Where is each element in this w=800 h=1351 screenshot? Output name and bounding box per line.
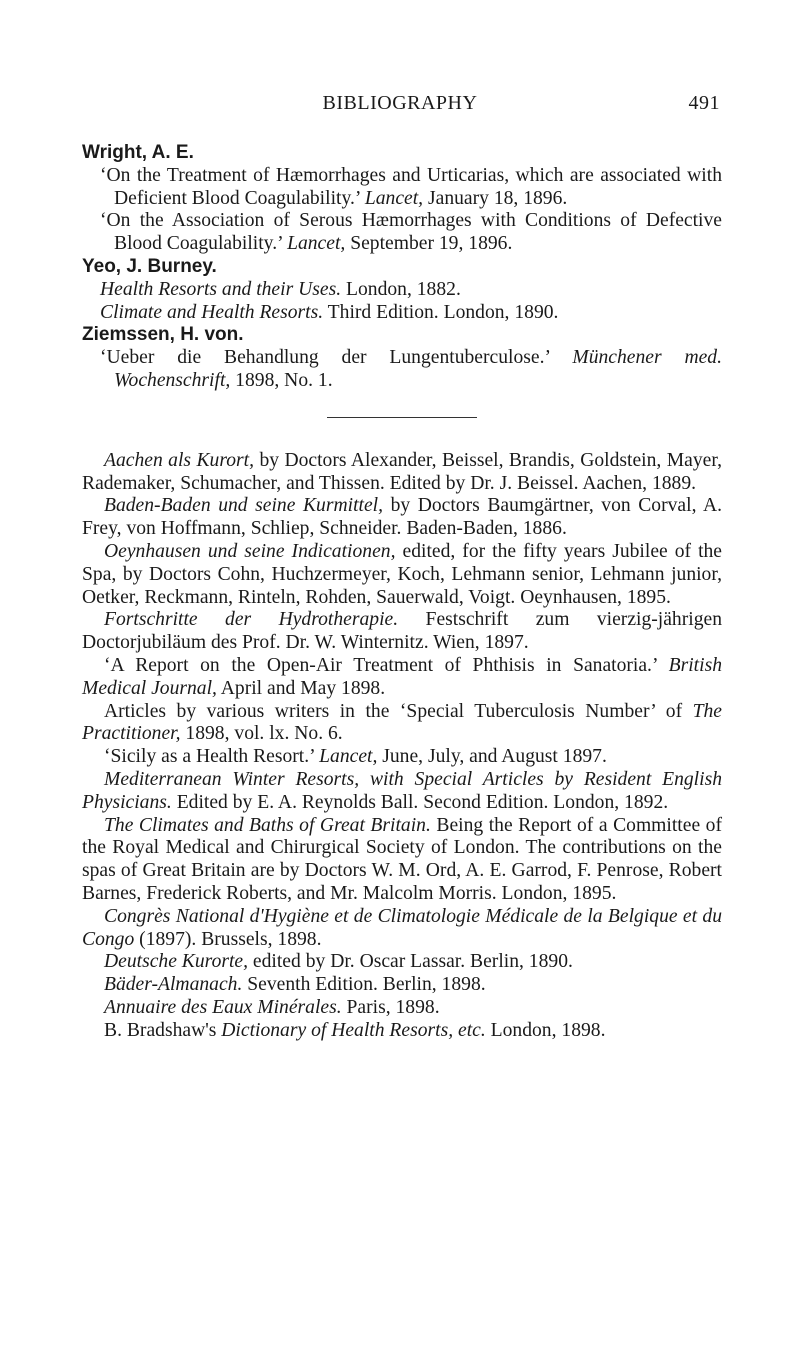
entry-title: Annuaire des Eaux Minérales. bbox=[104, 996, 342, 1018]
entry-title: Congrès National d'Hygiène et de Climatologie Médicale de la Belgique et du Congo bbox=[82, 905, 722, 950]
entry-text: by Doctors Baumgärtner, von Corval, A. Frey, von Hoffmann, Schliep, Schneider. Baden-Baden, 1886. bbox=[82, 495, 722, 540]
entry-text: Articles by various writers in the ‘Special Tuberculosis Number’ of bbox=[104, 700, 693, 722]
entry-text: Festschrift zum vierzig-jährigen Doctorjubiläum des Prof. Dr. W. Winternitz. Wien, 1897. bbox=[82, 609, 722, 654]
entry-text: (1897). Brussels, 1898. bbox=[134, 928, 322, 950]
entry-text: B. Bradshaw's bbox=[104, 1019, 222, 1041]
bibliography-entry bbox=[82, 815, 722, 906]
entry-title: Bäder-Almanach. bbox=[104, 974, 243, 996]
bibliography-entry bbox=[82, 302, 722, 325]
bibliography-entry bbox=[82, 541, 722, 609]
author-entries bbox=[82, 142, 722, 393]
bibliography-entry bbox=[82, 997, 722, 1020]
entry-title: Fortschritte der Hydrotherapie. bbox=[104, 609, 399, 631]
entry-text: September 19, 1896. bbox=[345, 233, 513, 255]
entry-text: 1898, No. 1. bbox=[230, 369, 333, 391]
entry-title: Lancet, bbox=[364, 187, 424, 209]
entry-title: British Medical Journal, bbox=[82, 654, 722, 699]
general-entries bbox=[82, 450, 722, 1043]
entry-text: Seventh Edition. Berlin, 1898. bbox=[242, 974, 486, 996]
entry-text: London, 1898. bbox=[485, 1019, 606, 1041]
entry-text: Third Edition. London, 1890. bbox=[323, 301, 559, 323]
entry-text: January 18, 1896. bbox=[423, 187, 568, 209]
page-number: 491 bbox=[688, 92, 720, 114]
author-name: Wright, A. E. bbox=[82, 142, 194, 163]
bibliography-entry bbox=[82, 701, 722, 747]
entry-title: Mediterranean Winter Resorts, with Special Articles by Resident English Physicians. bbox=[82, 768, 722, 813]
bibliography-entry bbox=[82, 210, 722, 256]
entry-title: The Practitioner, bbox=[82, 700, 722, 745]
entry-text: ‘On the Association of Serous Hæmorrhages with Conditions of Defective Blood Coagulability.’ bbox=[100, 210, 722, 255]
bibliography-entry bbox=[82, 609, 722, 655]
bibliography-entry bbox=[82, 769, 722, 815]
bibliography-entry bbox=[82, 1020, 722, 1043]
entry-title: Lancet, bbox=[287, 233, 346, 255]
bibliography-entry bbox=[82, 951, 722, 974]
author-name: Ziemssen, H. von. bbox=[82, 324, 244, 346]
entry-text: edited by Dr. Oscar Lassar. Berlin, 1890. bbox=[248, 951, 573, 973]
bibliography-entry bbox=[82, 746, 722, 769]
entry-text: by Doctors Alexander, Beissel, Brandis, Goldstein, Mayer, Rademaker, Schumacher, and Thissen. Edited by Dr. J. Beissel. Aachen, 1889. bbox=[82, 449, 722, 494]
entry-title: Baden-Baden und seine Kurmittel, bbox=[104, 495, 383, 517]
entry-text: Being the Report of a Committee of the Royal Medical and Chirurgical Society of London. The contributions on the spas of Great Britain are by Doctors W. M. Ord, A. E. Garrod, F. Penrose, Robert Barnes, Frederick Roberts, and Mr. Malcolm Morris. London, 1895. bbox=[82, 814, 722, 904]
entry-text: ‘Sicily as a Health Resort.’ bbox=[104, 746, 320, 768]
bibliography-entry bbox=[82, 450, 722, 496]
section-divider bbox=[327, 417, 477, 418]
entry-text: Paris, 1898. bbox=[341, 996, 440, 1018]
entry-text: 1898, vol. lx. No. 6. bbox=[180, 723, 343, 745]
entry-text: April and May 1898. bbox=[216, 677, 386, 699]
entry-text: ‘A Report on the Open-Air Treatment of Phthisis in Sanatoria.’ bbox=[104, 654, 669, 676]
bibliography-entry bbox=[82, 347, 722, 393]
entry-title: Dictionary of Health Resorts, etc. bbox=[221, 1019, 486, 1041]
bibliography-entry bbox=[82, 974, 722, 997]
entry-title: The Climates and Baths of Great Britain. bbox=[104, 814, 431, 836]
entry-title: Climate and Health Resorts. bbox=[100, 301, 324, 323]
entry-title: Health Resorts and their Uses. bbox=[100, 278, 342, 300]
entry-title: Deutsche Kurorte, bbox=[104, 951, 249, 973]
bibliography-entry bbox=[82, 165, 722, 211]
author-name: Yeo, J. Burney. bbox=[82, 255, 217, 277]
bibliography-body bbox=[82, 142, 722, 1042]
bibliography-entry bbox=[82, 655, 722, 701]
entry-title: Oeynhausen und seine Indicationen, bbox=[104, 540, 396, 562]
entry-text: ‘On the Treatment of Hæmorrhages and Urticarias, which are associated with Deficient Blood Coagulability.’ bbox=[100, 164, 722, 209]
entry-text: Edited by E. A. Reynolds Ball. Second Edition. London, 1892. bbox=[171, 791, 669, 813]
entry-text: June, July, and August 1897. bbox=[377, 746, 607, 768]
running-title: BIBLIOGRAPHY bbox=[322, 92, 478, 114]
running-head bbox=[80, 92, 720, 122]
entry-text: ‘Ueber die Behandlung der Lungentuberculose.’ bbox=[100, 347, 573, 369]
entry-text: London, 1882. bbox=[341, 278, 461, 300]
entry-title: Lancet, bbox=[319, 746, 378, 768]
bibliography-entry bbox=[82, 279, 722, 302]
bibliography-entry bbox=[82, 906, 722, 952]
entry-title: Münchener med. Wochenschrift, bbox=[114, 347, 722, 391]
entry-title: Aachen als Kurort, bbox=[104, 449, 255, 471]
bibliography-entry bbox=[82, 495, 722, 541]
entry-text: edited, for the fifty years Jubilee of the Spa, by Doctors Cohn, Huchzermeyer, Koch, Lehmann senior, Lehmann junior, Oetker, Reckmann, Rinteln, Rohden, Sauerwald, Voigt. Oeynhausen, 1895. bbox=[82, 540, 723, 608]
